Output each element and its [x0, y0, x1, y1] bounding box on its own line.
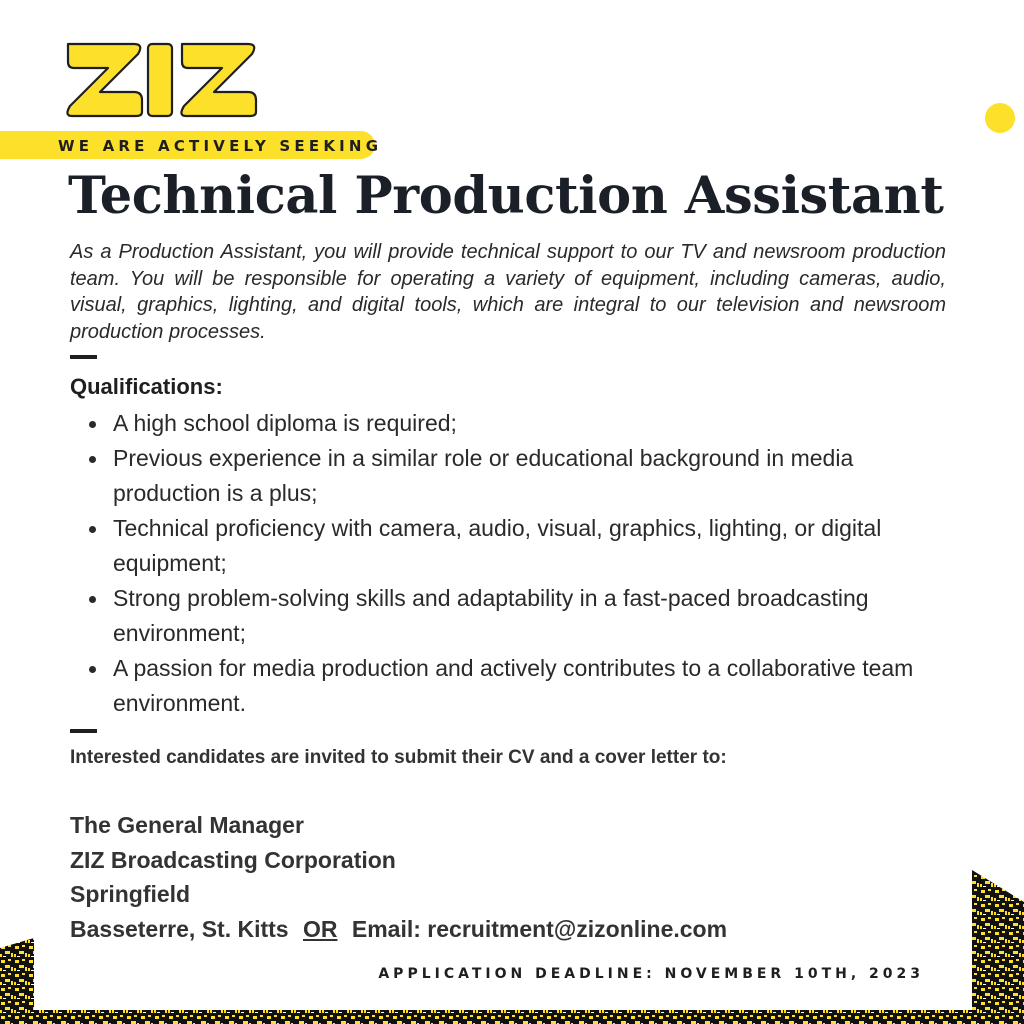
bullet-icon — [89, 666, 96, 673]
list-item — [70, 651, 960, 721]
or-separator: OR — [302, 916, 338, 943]
qualification-text: Previous experience in a similar role or educational background in media production is a plus; — [113, 445, 854, 506]
list-item — [70, 441, 960, 511]
section-divider — [70, 355, 97, 359]
list-item — [70, 581, 960, 651]
qualification-text: Technical proficiency with camera, audio, visual, graphics, lighting, or digital equipment; — [113, 515, 882, 576]
ziz-logo — [64, 40, 264, 125]
address-recipient: The General Manager — [70, 812, 304, 838]
job-title: Technical Production Assistant — [68, 166, 944, 226]
job-description: As a Production Assistant, you will provide technical support to our TV and newsroom production team. You will be responsible for operating a variety of equipment, including cameras, audio, visual, graphics, lighting, and digital tools, which are integral to our television and newsroom production processes. — [70, 241, 946, 343]
bullet-icon — [89, 526, 96, 533]
qualification-text: A high school diploma is required; — [113, 410, 457, 436]
address-company: ZIZ Broadcasting Corporation — [70, 846, 396, 873]
grunge-texture-border — [0, 860, 1024, 1024]
bullet-icon — [89, 596, 96, 603]
address-area: Springfield — [70, 881, 191, 908]
list-item — [70, 511, 960, 581]
bullet-icon — [89, 421, 96, 428]
qualification-text: Strong problem-solving skills and adaptability in a fast-paced broadcasting environment; — [113, 585, 869, 646]
qualifications-heading: Qualifications: — [70, 374, 223, 399]
qualification-text: A passion for media production and actively contributes to a collaborative team environment. — [113, 655, 914, 716]
seeking-banner-label: WE ARE ACTIVELY SEEKING — [58, 137, 383, 155]
qualifications-list — [70, 406, 960, 721]
email-contact[interactable]: Email: recruitment@zizonline.com — [351, 916, 728, 943]
bullet-icon — [89, 456, 96, 463]
address-city: Basseterre, St. Kitts — [70, 916, 289, 943]
section-divider — [70, 729, 97, 733]
invite-text: Interested candidates are invited to submit their CV and a cover letter to: — [70, 747, 727, 768]
application-deadline: APPLICATION DEADLINE: NOVEMBER 10TH, 2023 — [378, 966, 924, 982]
yellow-dot-decoration — [985, 103, 1015, 133]
seeking-banner — [0, 131, 383, 159]
list-item — [70, 406, 960, 441]
